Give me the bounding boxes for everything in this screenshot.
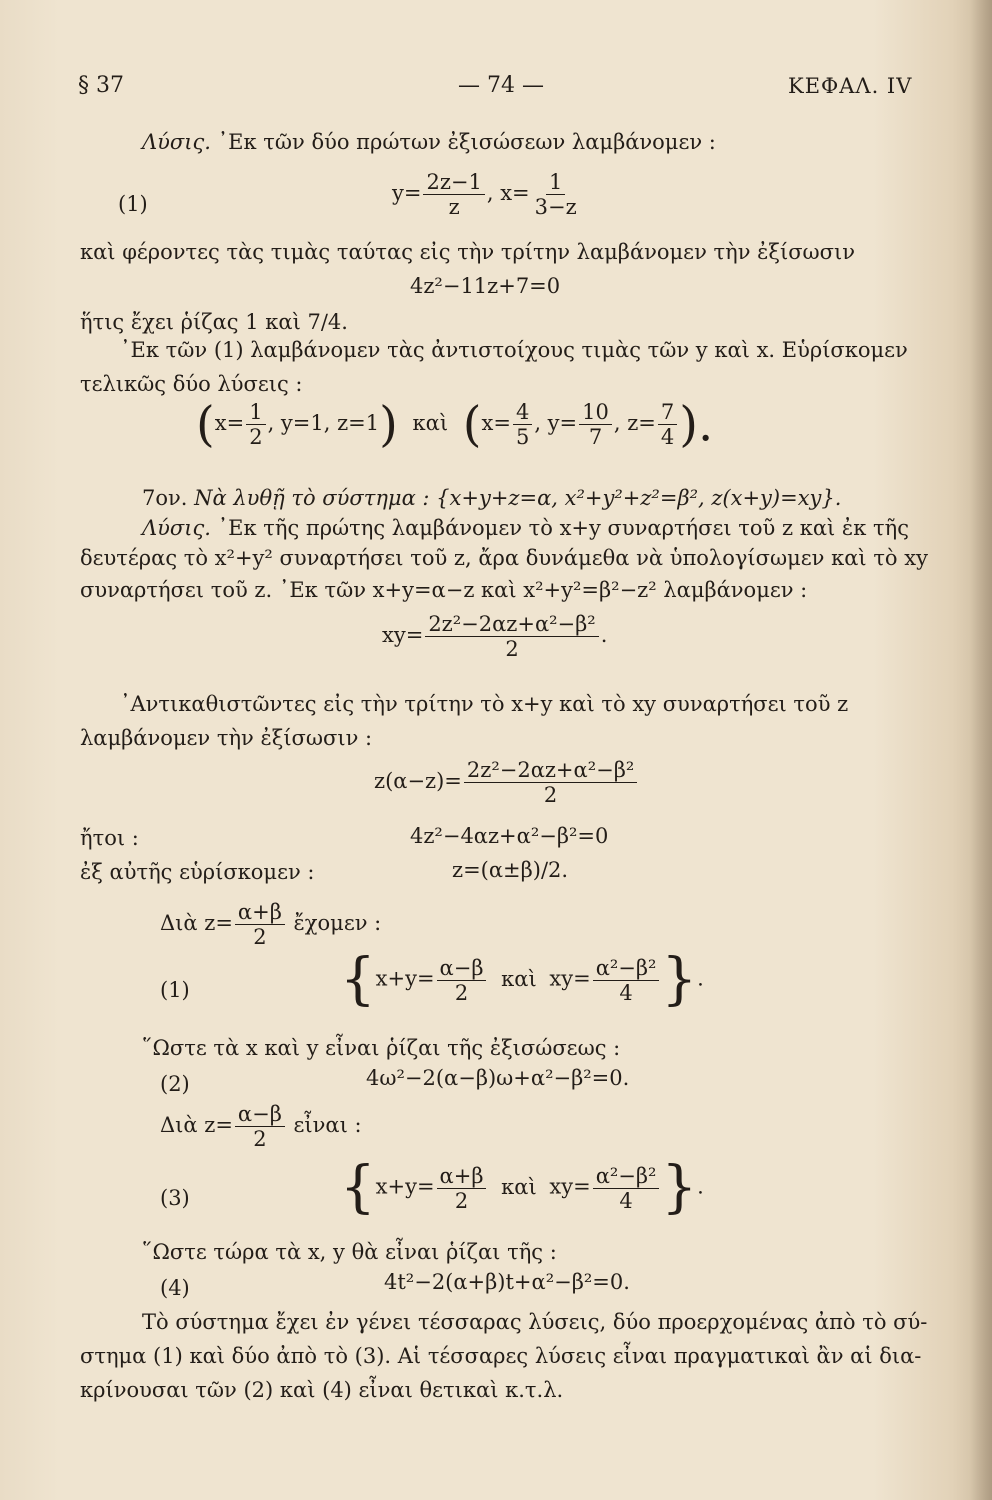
text-line: ῞Ωστε τώρα τὰ x, y θὰ εἶναι ῥίζαι τῆς : bbox=[142, 1240, 557, 1264]
text-line: ἐξ αὐτῆς εὑρίσκομεν : bbox=[80, 860, 315, 884]
frac-num: 2z²−2αz+α²−β² bbox=[425, 612, 598, 637]
frac-num: 2z−1 bbox=[423, 170, 484, 195]
frac-num: 10 bbox=[579, 400, 612, 425]
frac-den: 2 bbox=[249, 425, 263, 449]
brace-open: { bbox=[340, 947, 376, 1012]
page-number: — 74 — bbox=[458, 73, 544, 98]
frac-den: 3−z bbox=[534, 195, 577, 219]
equation-number: (3) bbox=[160, 1186, 190, 1210]
equation-6: z=(α±β)∕2. bbox=[452, 858, 569, 882]
frac-den: 2 bbox=[543, 783, 558, 807]
sys-b: xy= bbox=[549, 1174, 591, 1199]
sol-b-z: , z= bbox=[613, 411, 656, 435]
text-line: ᾿Εκ τῶν (1) λαμβάνομεν τὰς ἀντιστοίχους τιμὰς τῶν y καὶ x. Εὑρίσκομεν bbox=[120, 338, 908, 362]
solutions-line bbox=[196, 396, 714, 453]
equation-1 bbox=[392, 170, 582, 219]
brace-open: { bbox=[340, 1155, 376, 1220]
solution-label: Λύσις. bbox=[142, 130, 211, 154]
and-word: καὶ bbox=[501, 1174, 537, 1199]
problem-number: 7ον. bbox=[142, 486, 188, 510]
fraction bbox=[464, 758, 637, 807]
frac-den: 4 bbox=[619, 1188, 633, 1213]
frac-den: 4 bbox=[660, 425, 675, 449]
frac-num: α²−β² bbox=[593, 1164, 660, 1189]
frac-num: α−β bbox=[235, 1102, 285, 1127]
equation-number: (1) bbox=[160, 978, 190, 1002]
frac-num: 7 bbox=[658, 400, 677, 425]
solution-label: Λύσις. bbox=[142, 516, 211, 540]
fraction bbox=[425, 612, 598, 661]
paren-open: ( bbox=[462, 396, 482, 453]
paren-open: ( bbox=[196, 396, 215, 453]
fraction bbox=[593, 956, 660, 1005]
frac-num: α+β bbox=[437, 1164, 487, 1189]
frac-den: 4 bbox=[619, 980, 633, 1005]
case-2-line bbox=[160, 1102, 362, 1151]
solution-line-1 bbox=[142, 128, 716, 156]
section-number: § 37 bbox=[78, 73, 124, 98]
fraction bbox=[246, 400, 265, 449]
sol-b-x: x= bbox=[481, 411, 511, 435]
text-line: ἤτοι : bbox=[80, 826, 139, 850]
case-post: ἔχομεν : bbox=[293, 911, 382, 935]
solution-text: ᾿Εκ τῆς πρώτης λαμβάνομεν τὸ x+y συναρτήσει τοῦ z καὶ ἐκ τῆς bbox=[217, 516, 909, 540]
equation-number: (1) bbox=[118, 192, 148, 216]
equation-3: xy= $\frac{\text{2z²−2αz+α²−β²}}{2}$ . bbox=[382, 612, 608, 661]
system-3: {x+y= $\frac{\alpha+\beta}{2}$ καὶ xy= $\frac{\text{α²−β²}}{4}$ }. bbox=[340, 1155, 704, 1220]
problem-7 bbox=[142, 484, 841, 512]
fraction bbox=[658, 400, 677, 449]
text-line: δευτέρας τὸ x²+y² συναρτήσει τοῦ z, ἄρα δυνάμεθα νὰ ὑπολογίσωμεν καὶ τὸ xy bbox=[80, 546, 928, 570]
page-edge-shadow bbox=[970, 0, 992, 1500]
system-1: {x+y= $\frac{\alpha-\beta}{2}$ καὶ xy= $\frac{\text{α²−β²}}{4}$ }. bbox=[340, 947, 704, 1012]
text-line: καὶ φέροντες τὰς τιμὰς ταύτας εἰς τὴν τρίτην λαμβάνομεν τὴν ἐξίσωσιν bbox=[80, 240, 856, 264]
frac-num: α+β bbox=[235, 900, 285, 925]
text-line: ἥτις ἔχει ῥίζας 1 καὶ 7∕4. bbox=[80, 310, 348, 334]
fraction bbox=[235, 900, 285, 949]
frac-num: 2z²−2αz+α²−β² bbox=[464, 758, 637, 783]
chapter-label: ΚΕΦΑΛ. IV bbox=[788, 74, 913, 98]
sys-a: x+y= bbox=[375, 966, 435, 991]
sol-a-x: x= bbox=[214, 411, 245, 435]
frac-num: 4 bbox=[513, 400, 532, 425]
problem-statement: Νὰ λυθῇ τὸ σύστημα : {x+y+z=α, x²+y²+z²=β², z(x+y)=xy}. bbox=[194, 486, 842, 510]
text-line: ῞Ωστε τὰ x καὶ y εἶναι ῥίζαι τῆς ἐξισώσεως : bbox=[142, 1036, 621, 1060]
frac-den: 2 bbox=[454, 1188, 469, 1213]
solution-text: ᾿Εκ τῶν δύο πρώτων ἐξισώσεων λαμβάνομεν : bbox=[217, 130, 716, 154]
text-line: συναρτήσει τοῦ z. ᾿Εκ τῶν x+y=α−z καὶ x²+y²=β²−z² λαμβάνομεν : bbox=[80, 578, 808, 602]
equation-7: 4ω²−2(α−β)ω+α²−β²=0. bbox=[366, 1066, 630, 1090]
fraction bbox=[437, 1164, 487, 1213]
text-line: κρίνουσαι τῶν (2) καὶ (4) εἶναι θετικαὶ κ.τ.λ. bbox=[80, 1378, 564, 1402]
fraction bbox=[513, 400, 532, 449]
frac-den: 7 bbox=[588, 425, 603, 449]
frac-den: 2 bbox=[253, 925, 267, 949]
fraction bbox=[235, 1102, 285, 1151]
fraction bbox=[423, 170, 484, 219]
text-line: λαμβάνομεν τὴν ἐξίσωσιν : bbox=[80, 726, 373, 750]
fraction bbox=[437, 956, 487, 1005]
frac-num: 1 bbox=[546, 170, 565, 195]
frac-num: α−β bbox=[437, 956, 487, 981]
text-line: Τὸ σύστημα ἔχει ἐν γένει τέσσαρας λύσεις, δύο προερχομένας ἀπὸ τὸ σύ- bbox=[142, 1310, 928, 1334]
text-line: στημα (1) καὶ δύο ἀπὸ τὸ (3). Αἱ τέσσαρες λύσεις εἶναι πραγματικαὶ ἂν αἱ δια- bbox=[80, 1344, 922, 1368]
case-post: εἶναι : bbox=[293, 1113, 362, 1137]
equation-number: (2) bbox=[160, 1072, 190, 1096]
equation-2: 4z²−11z+7=0 bbox=[410, 274, 561, 298]
equation-8: 4t²−2(α+β)t+α²−β²=0. bbox=[384, 1270, 630, 1294]
sol-a-rest: , y=1, z=1 bbox=[267, 411, 380, 435]
and-word: καὶ bbox=[501, 966, 537, 991]
case-pre: Διὰ z= bbox=[160, 1113, 233, 1137]
eq-lhs: xy= bbox=[382, 623, 424, 647]
frac-num: α²−β² bbox=[593, 956, 660, 981]
brace-close: } bbox=[661, 1155, 698, 1220]
sys-a: x+y= bbox=[375, 1174, 435, 1199]
frac-den: 2 bbox=[454, 980, 469, 1005]
text-line: ᾿Αντικαθιστῶντες εἰς τὴν τρίτην τὸ x+y καὶ τὸ xy συναρτήσει τοῦ z bbox=[120, 692, 849, 716]
solution-line-2 bbox=[142, 514, 909, 542]
eq-lhs: z(α−z)= bbox=[374, 769, 462, 793]
frac-den: 2 bbox=[253, 1127, 267, 1151]
fraction bbox=[593, 1164, 660, 1213]
sol-b-y: , y= bbox=[534, 411, 578, 435]
sys-b: xy= bbox=[549, 966, 591, 991]
paren-close: ). bbox=[679, 396, 714, 453]
and-word: καὶ bbox=[412, 411, 449, 435]
frac-den: z bbox=[448, 195, 460, 219]
fraction bbox=[532, 170, 580, 219]
fraction bbox=[579, 400, 612, 449]
frac-num: 1 bbox=[246, 400, 265, 425]
frac-den: 2 bbox=[505, 637, 519, 661]
case-pre: Διὰ z= bbox=[160, 911, 233, 935]
paren-close: ) bbox=[379, 396, 398, 453]
equation-4 bbox=[374, 758, 639, 807]
brace-close: } bbox=[661, 947, 698, 1012]
case-1-line bbox=[160, 900, 381, 949]
text-line: τελικῶς δύο λύσεις : bbox=[80, 372, 303, 396]
eq-lhs: y= bbox=[392, 181, 422, 205]
equation-number: (4) bbox=[160, 1276, 190, 1300]
equation-5: 4z²−4αz+α²−β²=0 bbox=[410, 824, 609, 848]
eq-mid: , x= bbox=[486, 181, 530, 205]
frac-den: 5 bbox=[515, 425, 530, 449]
